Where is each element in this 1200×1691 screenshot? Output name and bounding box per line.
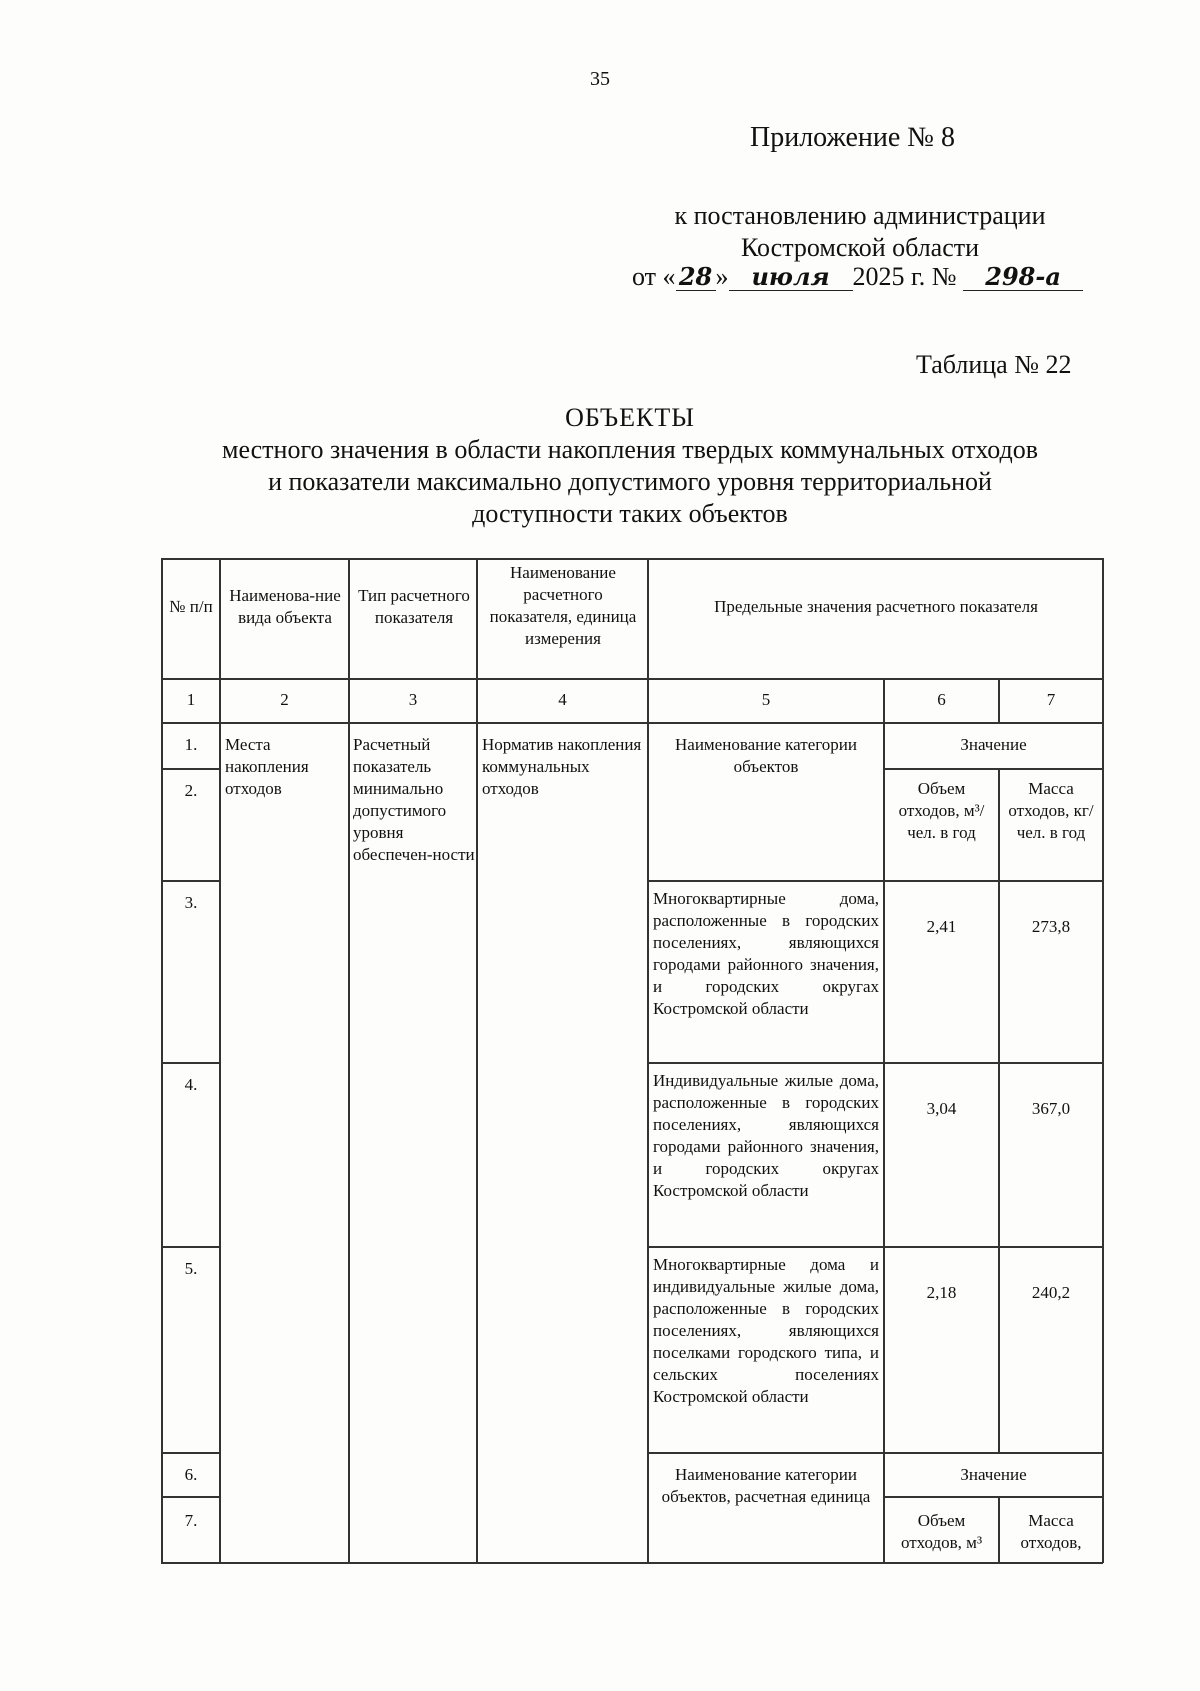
volume-header: Объем отходов, м³/чел. в год [898,779,985,842]
volume-row-5: 2,18 [926,1283,957,1302]
table-number: Таблица № 22 [916,350,1072,379]
header-limit-values: Предельные значения расчетного показателя [714,597,1038,616]
title-line-2: местного значения в области накопления твердых коммунальных отходов [221,435,1039,464]
decree-line-2: Костромской области [740,233,980,262]
category-row-3: Многоквартирные дома, расположенные в городских поселениях, являющихся городами районного значения, и городских округах Костромской области [653,889,879,1018]
date-day-handwritten: 28 [676,264,716,291]
header-indicator-type: Тип расчетного показателя [358,586,470,627]
decree-line-1: к постановлению администрации [674,201,1046,230]
row-number-6: 6. [184,1465,198,1484]
value-header-2: Значение [960,1465,1027,1484]
category-header-2: Наименование категории объектов, расчетная единица [661,1465,871,1506]
header-object-kind: Наименова-ние вида объекта [229,586,341,627]
mass-row-4: 367,0 [1031,1099,1071,1118]
category-row-5: Многоквартирные дома и индивидуальные жилые дома, расположенные в городских поселениях, являющихся поселками городского типа, и сельских поселениях Костромской области [653,1255,879,1406]
date-prefix: от « [632,262,676,291]
col-number-6: 6 [937,690,946,709]
col-number-5: 5 [761,690,771,709]
volume-row-4: 3,04 [926,1099,957,1118]
indicator-name-cell: Норматив накопления коммунальных отходов [482,735,642,798]
col-number-7: 7 [1046,690,1056,709]
title-line-3: и показатели максимально допустимого уровня территориальной [268,467,992,496]
col-number-1: 1 [186,690,196,709]
page-number: 35 [590,68,610,90]
decree-date-line [632,262,1083,292]
mass-header-2: Масса отходов, [1020,1511,1082,1552]
indicator-type-cell: Расчетный показатель минимально допустимого уровня обеспечен-ности [353,735,475,864]
col-number-2: 2 [280,690,289,709]
date-mid: » [715,262,729,291]
date-month-handwritten: июля [729,264,853,291]
row-number-2: 2. [184,781,198,800]
document-title [150,402,1110,530]
mass-row-5: 240,2 [1031,1283,1071,1302]
document-number-handwritten: 298-а [963,264,1083,291]
mass-row-3: 273,8 [1031,917,1071,936]
value-header: Значение [960,735,1027,754]
col-number-4: 4 [558,690,567,709]
title-line-1: ОБЪЕКТЫ [565,403,695,432]
row-number-4: 4. [184,1075,198,1094]
title-line-4: доступности таких объектов [472,499,788,528]
row-number-7: 7. [184,1511,198,1530]
decree-reference [600,200,1120,264]
col-number-3: 3 [408,690,418,709]
row-number-3: 3. [184,893,198,912]
row-number-5: 5. [184,1259,198,1278]
category-row-4: Индивидуальные жилые дома, расположенные в городских поселениях, являющихся городами районного значения, и городских округах Костромской области [653,1071,879,1200]
category-header: Наименование категории объектов [675,735,857,776]
appendix-title: Приложение № 8 [750,122,955,153]
header-number: № п/п [169,597,213,616]
volume-header-2: Объем отходов, м³ [900,1511,983,1552]
row-number-1: 1. [184,735,198,754]
date-year: 2025 г. № [852,262,957,291]
object-kind-cell: Места накопления отходов [225,735,309,798]
mass-header: Масса отходов, кг/чел. в год [1008,779,1094,842]
volume-row-3: 2,41 [926,917,957,936]
header-indicator-name: Наименование расчетного показателя, единица измерения [489,563,637,648]
